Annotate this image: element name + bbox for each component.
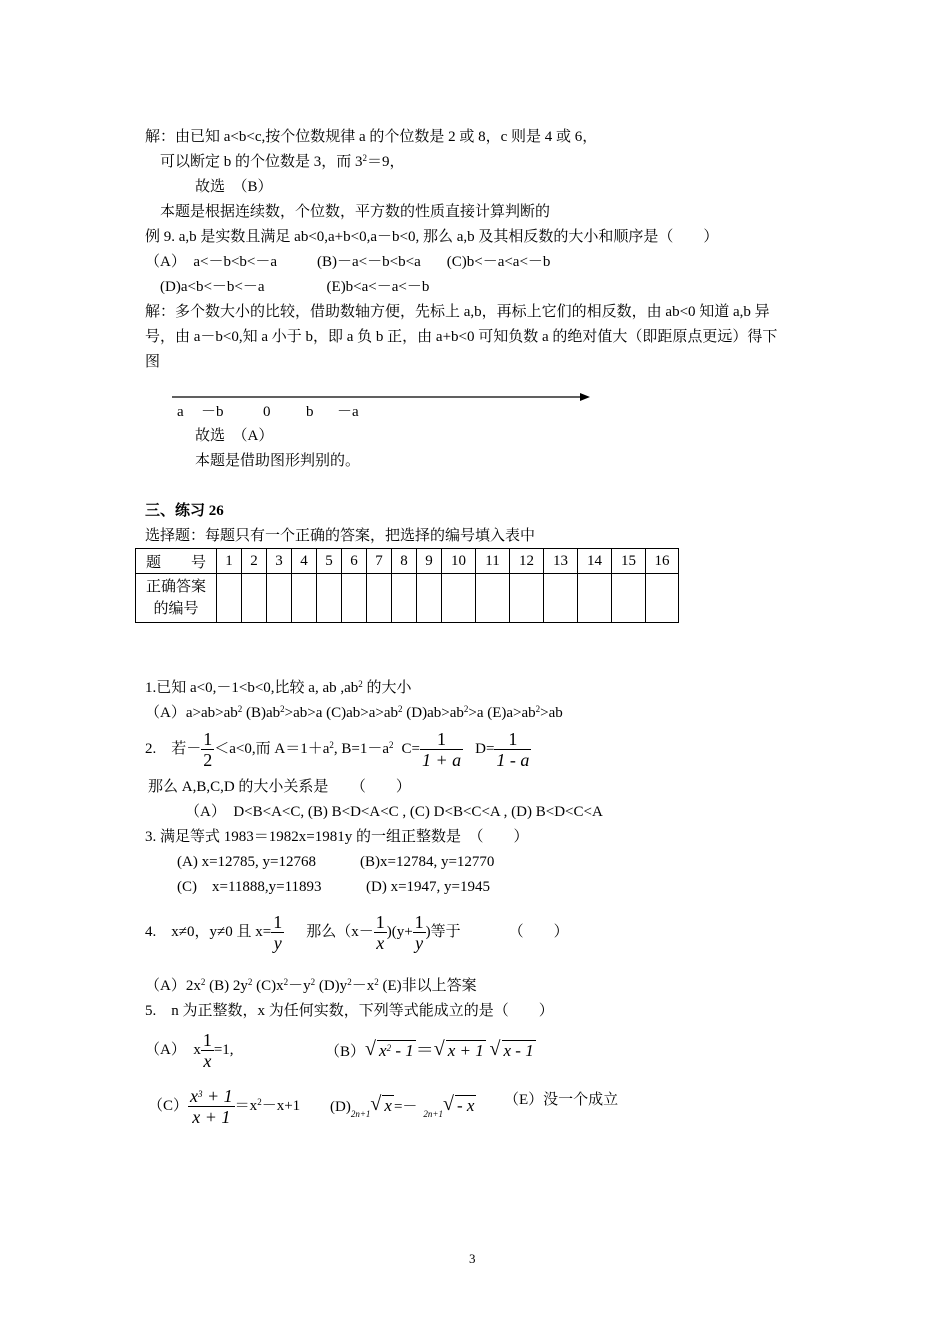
answer-table [135, 548, 679, 623]
q3-option-c: (C) x=11888,y=11893 [177, 879, 322, 895]
section-instruction: 选择题：每题只有一个正确的答案，把选择的编号填入表中 [145, 528, 536, 544]
q4-stem: 4. x≠0，y≠0 且 x= $\frac{1}{y}$ 那么（x－ $\frac{1}{x}$ )(y+ $\frac{1}{y}$ )等于 （ ） [145, 912, 569, 954]
q2-fraction-d: $\frac{1}{1 - a}$ [496, 729, 530, 771]
header-number-cell: 12 [510, 549, 544, 574]
header-number-cell: 8 [392, 549, 417, 574]
q5-option-b: （B） √ $x^2 - 1$ ＝ √ x + 1 √ x - 1 [325, 1036, 536, 1066]
q2-stem: 2. 若－ $\frac{1}{2}$ ＜a<0,而 $A=1+a^2$, $B=1-a^2$ C= $\frac{1}{1 + a}$ D= $\frac{1}{1 - a}$ [145, 729, 530, 771]
page-number: 3 [469, 1251, 476, 1266]
solution8-note: 本题是根据连续数，个位数，平方数的性质直接计算判断的 [160, 204, 551, 220]
q3-option-b: (B)x=12784, y=12770 [360, 854, 495, 870]
answer-cell[interactable] [578, 574, 612, 623]
sqrt-icon: √ x [370, 1093, 392, 1115]
number-line-arrow [170, 390, 592, 404]
answer-cell[interactable] [417, 574, 442, 623]
axis-label-neg-a: －a [337, 404, 359, 420]
answer-cell[interactable] [267, 574, 292, 623]
header-number-cell: 7 [367, 549, 392, 574]
header-number-cell: 13 [544, 549, 578, 574]
q2-options: （A） D<B<A<C, (B) B<D<A<C , (C) D<B<C<A , (D) B<D<C<A [185, 804, 603, 820]
example9-options-row2: (D)a<b<－b<－a (E)b<a<－a<－b [160, 279, 430, 295]
q4-fraction-1: $\frac{1}{y}$ [273, 912, 283, 954]
section-title: 三、练习 26 [145, 503, 224, 519]
q3-option-d: (D) x=1947, y=1945 [366, 879, 490, 895]
q1-options: $(A)a>ab>ab^2$ $(B)ab^2>ab>a$ $(C)ab>a>ab^2$ $(D)ab>ab^2>a$ $(E)a>ab^2>ab$ [145, 704, 563, 721]
answer-cell[interactable] [612, 574, 646, 623]
q5-option-e: （E）没一个成立 [504, 1092, 619, 1108]
q2-fraction-c: $\frac{1}{1 + a}$ [421, 729, 462, 771]
solution8-line2: 可以断定 b 的个位数是 3，而 $3^2=9$， [160, 153, 405, 170]
header-number-cell: 6 [342, 549, 367, 574]
sqrt-icon: √ x - 1 [489, 1038, 534, 1060]
answer-table-header-row [136, 549, 679, 574]
header-number-cell: 3 [267, 549, 292, 574]
q5-option-a: （A） x $\frac{1}{x}$ =1, [145, 1030, 234, 1072]
q5-option-d: $(D)_{2n+1}$ √ x =－ $_{2n+1}$ √ - x [330, 1093, 475, 1119]
header-number-cell: 14 [578, 549, 612, 574]
header-number-cell: 4 [292, 549, 317, 574]
sqrt-icon: √ $x^2 - 1$ [365, 1038, 414, 1060]
q1-stem: 1.已知 a<0,－1<b<0,比较 a, ab $,ab^2$ 的大小 [145, 679, 412, 696]
solution8-line1: 解：由已知 a<b<c,按个位数规律 a 的个位数是 2 或 8，c 则是 4 或 6， [145, 129, 598, 145]
example9-question: 例 9. a,b 是实数且满足 ab<0,a+b<0,a－b<0, 那么 a,b 及其相反数的大小和顺序是（ ） [145, 229, 719, 245]
q2-fraction-half: $\frac{1}{2}$ [203, 729, 213, 771]
example9-solution-line2: 号，由 a－b<0,知 a 小于 b，即 a 负 b 正，由 a+b<0 可知负数 a 的绝对值大（即距原点更远）得下 [145, 329, 778, 345]
example9-answer: 故选 （A） [195, 428, 274, 444]
solution8-answer: 故选 （B） [195, 179, 273, 195]
answer-cell[interactable] [476, 574, 510, 623]
q5-option-c: （C） $\frac{x^3 + 1}{x + 1}$ $=x^2-x+1$ [148, 1086, 301, 1128]
example9-options-row1: （A） a<－b<b<－a (B)－a<－b<b<a (C)b<－a<a<－b [145, 254, 551, 270]
answer-cell[interactable] [646, 574, 679, 623]
q5-fraction-a: $\frac{1}{x}$ [202, 1030, 212, 1072]
q2-line2: 那么 A,B,C,D 的大小关系是 （ ） [148, 779, 411, 795]
example9-note: 本题是借助图形判别的。 [195, 453, 361, 469]
answer-cell[interactable] [242, 574, 267, 623]
header-label-cell: 题 号 [136, 549, 217, 574]
axis-label-zero: 0 [263, 404, 271, 420]
answer-cell[interactable] [544, 574, 578, 623]
q3-stem: 3. 满足等式 1983＝1982x=1981y 的一组正整数是 （ ） [145, 829, 529, 845]
header-number-cell: 10 [442, 549, 476, 574]
header-number-cell: 15 [612, 549, 646, 574]
q4-fraction-3: $\frac{1}{y}$ [414, 912, 424, 954]
answer-table-answer-row [136, 574, 679, 623]
header-number-cell: 2 [242, 549, 267, 574]
answer-cell[interactable] [442, 574, 476, 623]
sqrt-icon: √ - x [443, 1093, 475, 1115]
q5-stem: 5. n 为正整数，x 为任何实数，下列等式能成立的是（ ） [145, 1003, 554, 1019]
q3-option-a: (A) x=12785, y=12768 [177, 854, 316, 870]
axis-label-b: b [306, 404, 314, 420]
header-number-cell: 16 [646, 549, 679, 574]
header-number-cell: 5 [317, 549, 342, 574]
answer-row-label: 正确答案 的编号 [136, 574, 217, 623]
answer-cell[interactable] [217, 574, 242, 623]
q4-fraction-2: $\frac{1}{x}$ [375, 912, 385, 954]
answer-cell[interactable] [392, 574, 417, 623]
header-number-cell: 11 [476, 549, 510, 574]
example9-solution-line3: 图 [145, 354, 161, 370]
axis-label-a: a [177, 404, 184, 420]
axis-label-neg-b: －b [201, 404, 224, 420]
answer-cell[interactable] [292, 574, 317, 623]
header-number-cell: 9 [417, 549, 442, 574]
answer-cell[interactable] [317, 574, 342, 623]
answer-cell[interactable] [367, 574, 392, 623]
example9-solution-line1: 解：多个数大小的比较，借助数轴方便，先标上 a,b，再标上它们的相反数，由 ab<0 知道 a,b 异 [145, 304, 770, 320]
answer-cell[interactable] [510, 574, 544, 623]
answer-cell[interactable] [342, 574, 367, 623]
header-number-cell: 1 [217, 549, 242, 574]
sqrt-icon: √ x + 1 [433, 1038, 484, 1060]
q5-fraction-c: $\frac{x^3 + 1}{x + 1}$ [190, 1086, 233, 1128]
q4-options: $(A)2x^2$ (B) $2y^2$ $(C)x^2-y^2$ $(D)y^2-x^2$ (E)非以上答案 [145, 977, 477, 994]
